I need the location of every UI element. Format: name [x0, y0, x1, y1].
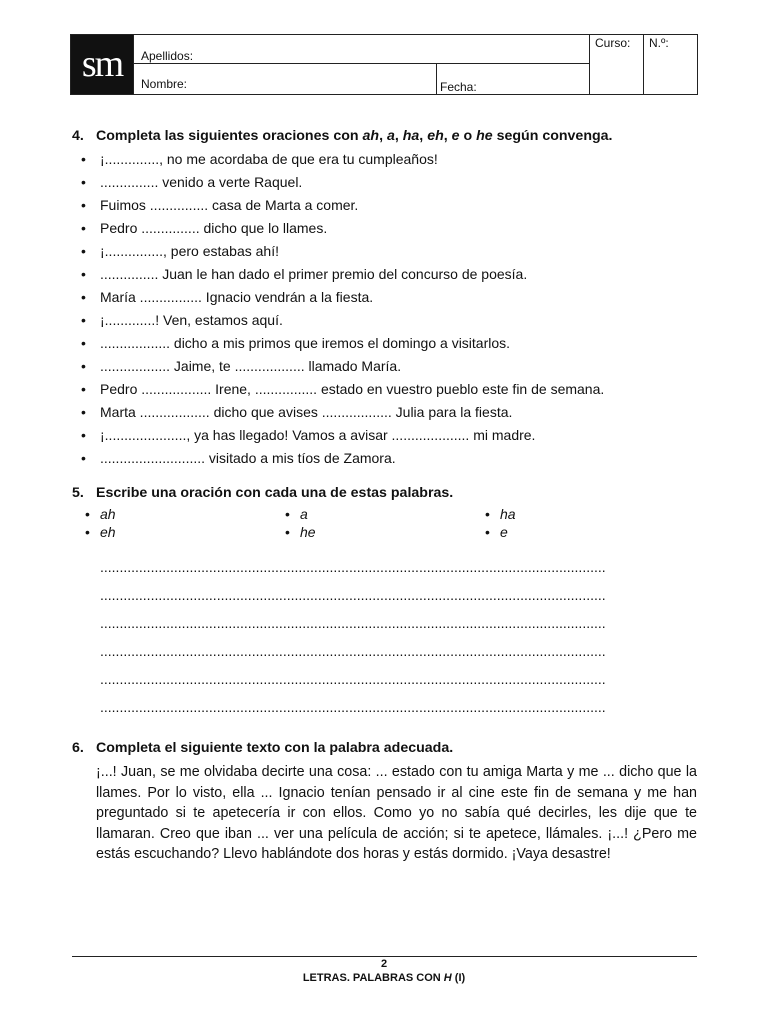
- nombre-label: Nombre:: [141, 77, 188, 91]
- word-item: • he: [300, 523, 500, 541]
- answer-line[interactable]: • ..................................................................................................................................: [100, 553, 694, 581]
- divider: [436, 63, 437, 94]
- divider: [643, 35, 644, 94]
- list-item: • ............... venido a verte Raquel.: [100, 171, 697, 194]
- divider: [133, 63, 589, 64]
- answer-line[interactable]: • ..................................................................................................................................: [100, 581, 694, 609]
- list-item: • María ................ Ignacio vendrán a la fiesta.: [100, 286, 697, 309]
- page-number: 2: [380, 958, 388, 970]
- footer-rule: [72, 956, 697, 957]
- list-item: • ........................... visitado a mis tíos de Zamora.: [100, 447, 697, 470]
- answer-line[interactable]: • ..................................................................................................................................: [100, 693, 694, 721]
- list-item: • .................. dicho a mis primos que iremos el domingo a visitarlos.: [100, 332, 697, 355]
- section-6: [72, 740, 697, 865]
- list-item: • .................. Jaime, te .................. llamado María.: [100, 355, 697, 378]
- word-item: • eh: [100, 523, 300, 541]
- apellidos-label: Apellidos:: [141, 49, 194, 63]
- word-item: • e: [500, 523, 680, 541]
- list-item: • Pedro ............... dicho que lo llames.: [100, 217, 697, 240]
- section-4: [72, 128, 697, 470]
- divider: [589, 35, 590, 94]
- list-item: • ¡.............., no me acordaba de que era tu cumpleaños!: [100, 148, 697, 171]
- answer-lines: [72, 553, 697, 721]
- list-item: • Fuimos ............... casa de Marta a comer.: [100, 194, 697, 217]
- word-grid: [72, 505, 697, 541]
- word-item: • ah: [100, 505, 300, 523]
- list-item: • Marta .................. dicho que avises .................. Julia para la fiesta.: [100, 401, 697, 424]
- section-6-title: 6. Completa el siguiente texto con la palabra adecuada.: [72, 740, 454, 756]
- divider: [133, 35, 134, 94]
- word-item: • ha: [500, 505, 680, 523]
- section-5: [72, 485, 697, 721]
- list-item: • ¡....................., ya has llegado! Vamos a avisar .................... mi madre.: [100, 424, 697, 447]
- section-4-title: 4. Completa las siguientes oraciones con ah, a, ha, eh, e o he según convenga.: [72, 128, 613, 144]
- section-5-title: 5. Escribe una oración con cada una de estas palabras.: [72, 485, 454, 501]
- footer-title: LETRAS. PALABRAS CON H (I): [302, 972, 466, 984]
- answer-line[interactable]: • ..................................................................................................................................: [100, 637, 694, 665]
- sentence-list: [72, 148, 697, 470]
- answer-line[interactable]: • ..................................................................................................................................: [100, 665, 694, 693]
- sm-logo: sm: [71, 35, 133, 94]
- fecha-label: Fecha:: [440, 80, 477, 94]
- list-item: • Pedro .................. Irene, ................ estado en vuestro pueblo este fin de semana.: [100, 378, 697, 401]
- list-item: • ............... Juan le han dado el primer premio del concurso de poesía.: [100, 263, 697, 286]
- answer-line[interactable]: • ..................................................................................................................................: [100, 609, 694, 637]
- header-box: [70, 34, 698, 95]
- word-item: • a: [300, 505, 500, 523]
- list-item: • ¡..............., pero estabas ahí!: [100, 240, 697, 263]
- curso-label: Curso:: [595, 36, 631, 50]
- fill-in-paragraph: ¡...! Juan, se me olvidaba decirte una cosa: ... estado con tu amiga Marta y me ... dicho que la llames. Por lo visto, ella ... Ignacio tenían pensado ir al cine este fin de semana y me han preguntado si te apetecería ir con ellos. Como yo no sabía qué decirles, les dije que te llamaran. Creo que iban ... ver una película de acción; si te apetece, llámales. ¡...! ¿Pero me estás escuchando? Llevo hablándote dos horas y estás dormido. ¡Vaya desastre!: [96, 764, 697, 862]
- numero-label: N.º:: [649, 36, 669, 50]
- list-item: • ¡.............! Ven, estamos aquí.: [100, 309, 697, 332]
